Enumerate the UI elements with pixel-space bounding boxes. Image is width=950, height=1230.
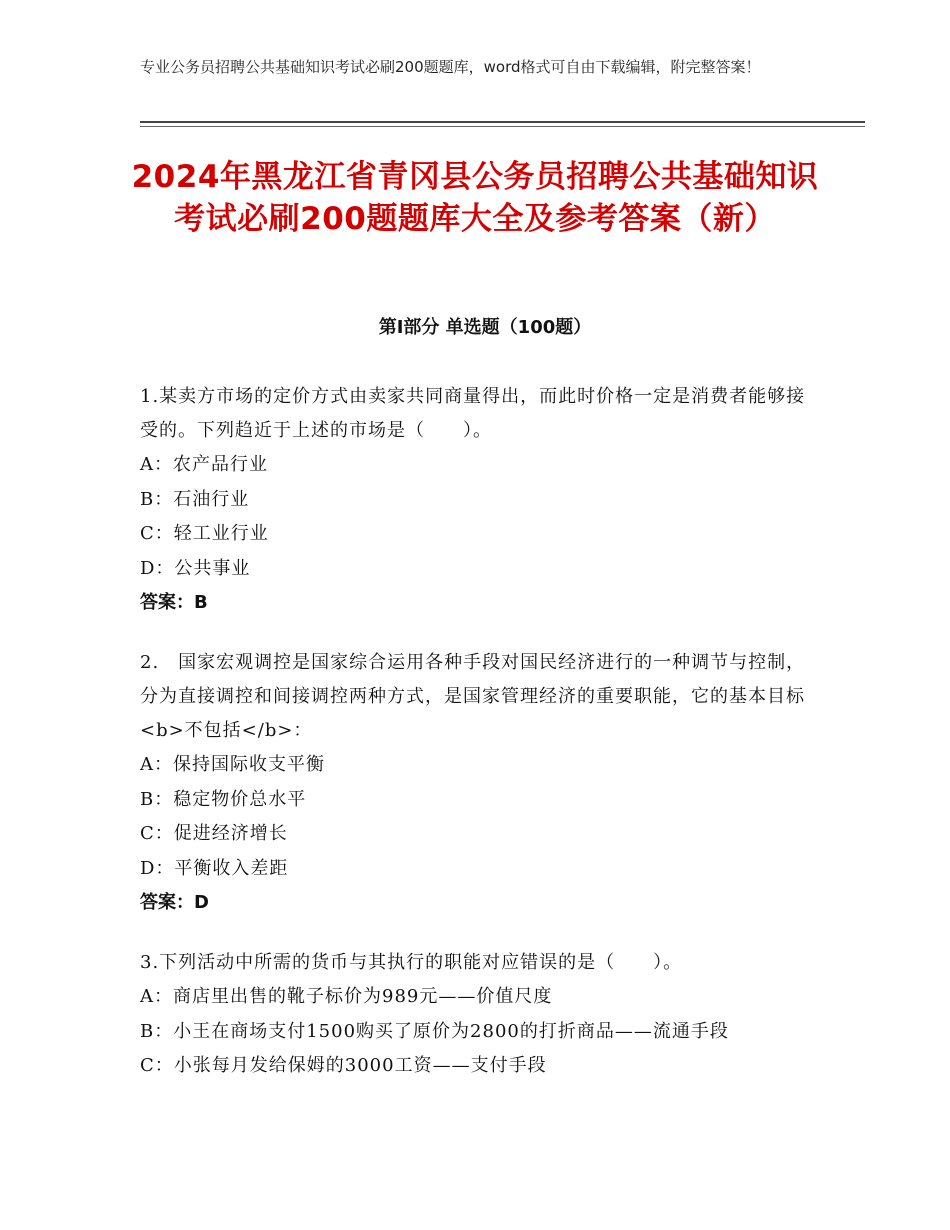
option-b: B：稳定物价总水平 [140,788,307,810]
option-a: A：商店里出售的靴子标价为989元——价值尺度 [140,986,553,1007]
question-3 [140,946,810,1084]
answer: 答案：D [140,892,209,913]
option-c: C：促进经济增长 [140,823,288,844]
question-stem: 2. 国家宏观调控是国家综合运用各种手段对国民经济进行的一种调节与控制，分为直接调控和间接调控两种方式，是国家管理经济的重要职能，它的基本目标<b>不包括</b>： [140,652,806,741]
question-list [140,380,810,1110]
option-a: A：保持国际收支平衡 [140,754,325,775]
question-stem: 1.某卖方市场的定价方式由卖家共同商量得出，而此时价格一定是消费者能够接受的。下列趋近于上述的市场是（ ）。 [140,386,806,441]
option-b: B：小王在商场支付1500购买了原价为2800的打折商品——流通手段 [140,1020,729,1042]
question-2 [140,646,810,920]
header-rule-thin [140,126,865,127]
option-c: C：小张每月发给保姆的3000工资——支付手段 [140,1055,547,1076]
question-stem: 3.下列活动中所需的货币与其执行的职能对应错误的是（ ）。 [140,952,683,973]
question-1 [140,380,810,620]
option-c: C：轻工业行业 [140,523,269,544]
document-title: 2024年黑龙江省青冈县公务员招聘公共基础知识考试必刷200题题库大全及参考答案（新） [131,159,819,237]
option-a: A：农产品行业 [140,454,268,475]
answer: 答案：B [140,592,208,613]
option-d: D：平衡收入差距 [140,857,289,879]
option-d: D：公共事业 [140,557,251,579]
header-rule-thick [140,121,865,123]
section-heading: 第Ⅰ部分 单选题（100题） [378,317,592,338]
header-note: 专业公务员招聘公共基础知识考试必刷200题题库，word格式可自由下载编辑，附完整答案！ [140,58,761,76]
option-b: B：石油行业 [140,488,250,510]
